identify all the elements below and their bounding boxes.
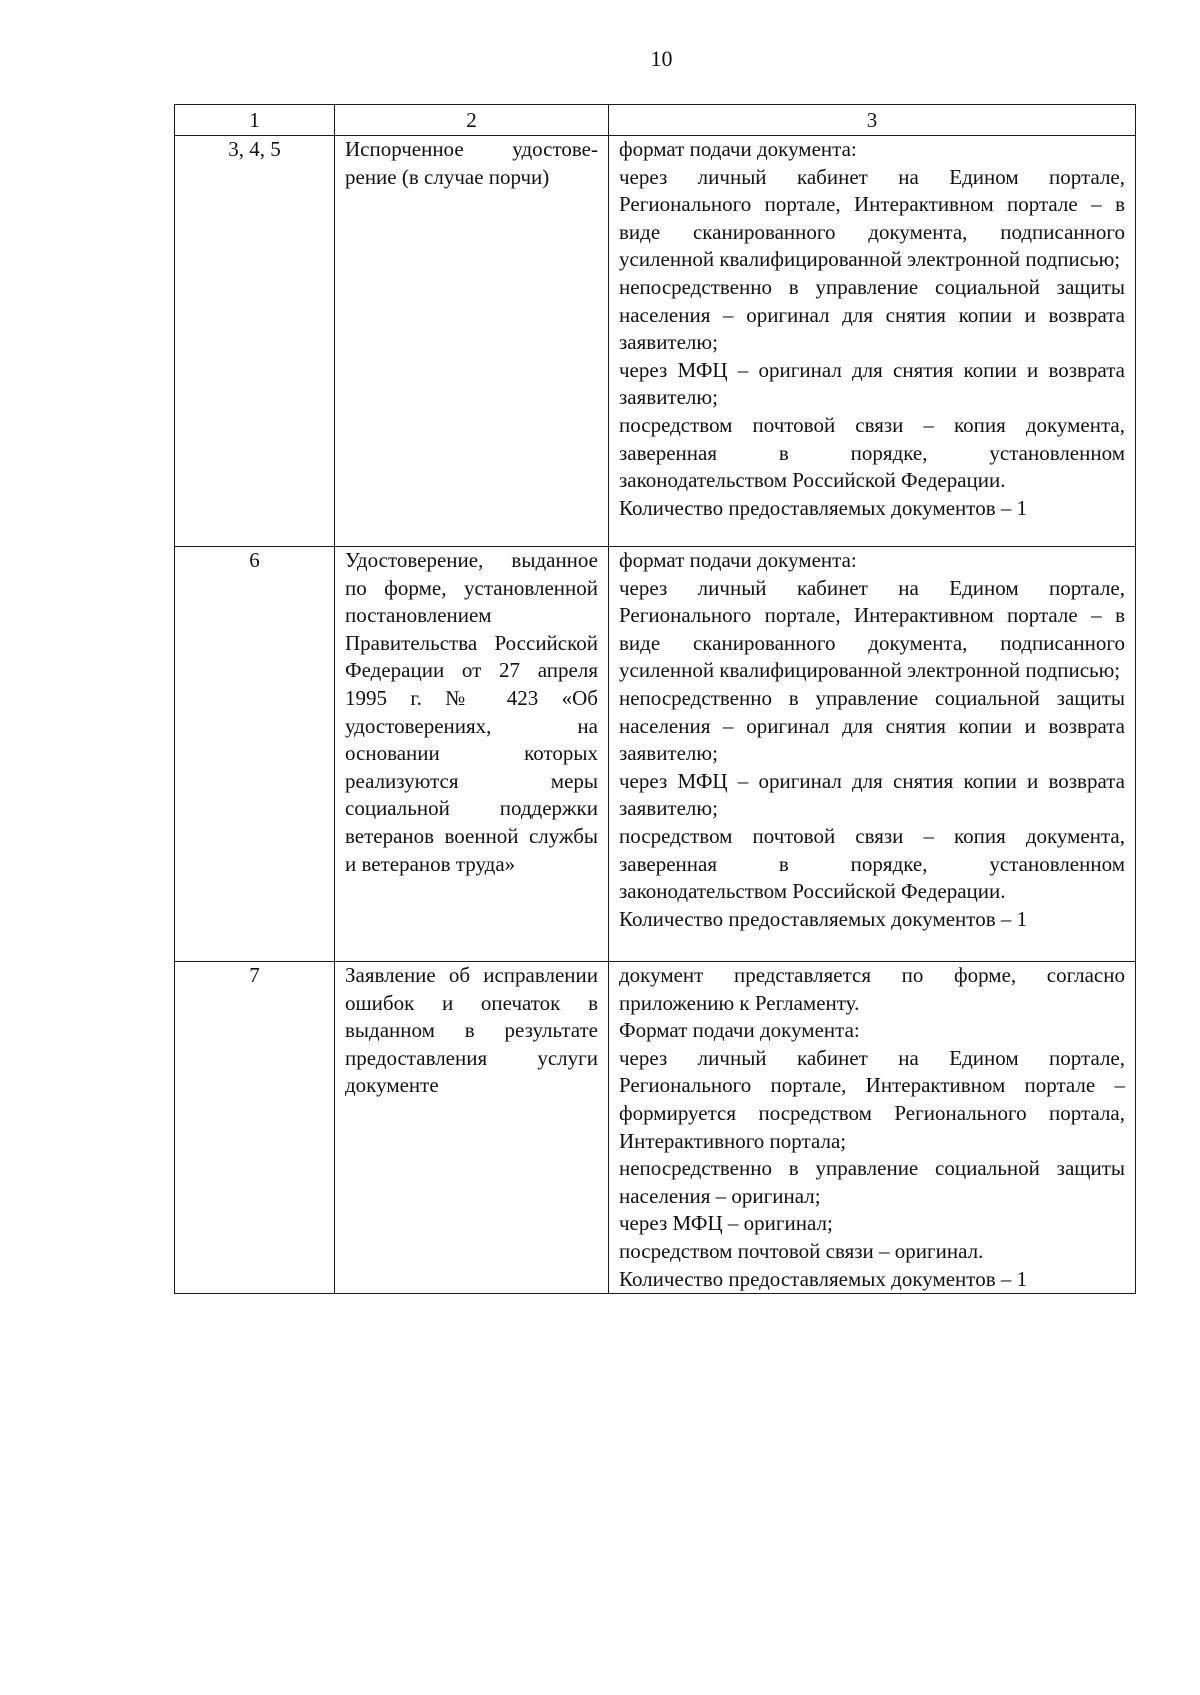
table-header-row <box>175 105 1136 136</box>
row-number-cell: 3, 4, 5 <box>175 136 335 547</box>
format-paragraph: непосредственно в управление социальной защиты населения – оригинал для снятия копии и возврата заявителю; <box>619 274 1125 355</box>
header-cell-2: 2 <box>335 105 609 136</box>
format-paragraph: непосредственно в управление социальной защиты населения – оригинал для снятия копии и возврата заявителю; <box>619 685 1125 766</box>
document-name-line: рение (в случае порчи) <box>345 164 550 189</box>
format-paragraph: формат подачи документа: <box>619 548 857 572</box>
header-cell-1: 1 <box>175 105 335 136</box>
table-row <box>175 136 1136 547</box>
row-number-cell: 6 <box>175 547 335 962</box>
format-paragraph: посредством почтовой связи – копия документа, заверенная в порядке, установленном законодательством Российской Федерации. <box>619 412 1125 493</box>
format-paragraph: через личный кабинет на Едином портале, Регионального портале, Интерактивном портале – формируется посредством Регионального портала, Интерактивного портала; <box>619 1045 1125 1153</box>
document-count: Количество предоставляемых документов – 1 <box>619 1266 1028 1291</box>
format-paragraph: формат подачи документа: <box>619 137 857 161</box>
format-paragraph: непосредственно в управление социальной защиты населения – оригинал; <box>619 1156 1125 1208</box>
format-paragraph: через личный кабинет на Едином портале, Регионального портале, Интерактивном портале – в виде сканированного документа, подписанного усиленной квалифицированной электронной подписью; <box>619 575 1125 683</box>
table-row <box>175 962 1136 1294</box>
format-paragraph: через МФЦ – оригинал для снятия копии и возврата заявителю; <box>619 768 1125 821</box>
document-name-text: Заявление об исправлении ошибок и опечаток в выданном в результате предоставления услуги документе <box>345 963 598 1098</box>
document-name-cell <box>335 136 609 547</box>
format-paragraph: через МФЦ – оригинал для снятия копии и возврата заявителю; <box>619 357 1125 410</box>
page-number: 10 <box>650 46 673 71</box>
format-paragraph: посредством почтовой связи – оригинал. <box>619 1238 984 1263</box>
document-count: Количество предоставляемых документов – 1 <box>619 495 1028 520</box>
format-paragraph: через личный кабинет на Едином портале, Регионального портале, Интерактивном портале – в виде сканированного документа, подписанного усиленной квалифицированной электронной подписью; <box>619 164 1125 272</box>
document-name-line: Испорченное удостове- <box>345 137 598 161</box>
document-name-cell <box>335 547 609 962</box>
submission-format-cell <box>609 547 1136 962</box>
document-name-cell <box>335 962 609 1294</box>
document-count: Количество предоставляемых документов – 1 <box>619 906 1028 931</box>
table-row <box>175 547 1136 962</box>
document-name-text: Удостоверение, выданное по форме, установленной постановлением Правительства Российской Федерации от 27 апреля 1995 г. № 423 «Об удостоверениях, на основании которых реализуются меры социальной поддержки ветеранов военной службы и ветеранов труда» <box>345 548 598 876</box>
submission-format-cell <box>609 962 1136 1294</box>
submission-format-cell <box>609 136 1136 547</box>
format-paragraph: посредством почтовой связи – копия документа, заверенная в порядке, установленном законодательством Российской Федерации. <box>619 823 1125 904</box>
format-paragraph: Формат подачи документа: <box>619 1018 860 1043</box>
row-number-cell: 7 <box>175 962 335 1294</box>
format-paragraph: через МФЦ – оригинал; <box>619 1211 833 1236</box>
documents-table <box>174 104 1136 1294</box>
header-cell-3: 3 <box>609 105 1136 136</box>
format-paragraph: документ представляется по форме, согласно приложению к Регламенту. <box>619 963 1125 1015</box>
